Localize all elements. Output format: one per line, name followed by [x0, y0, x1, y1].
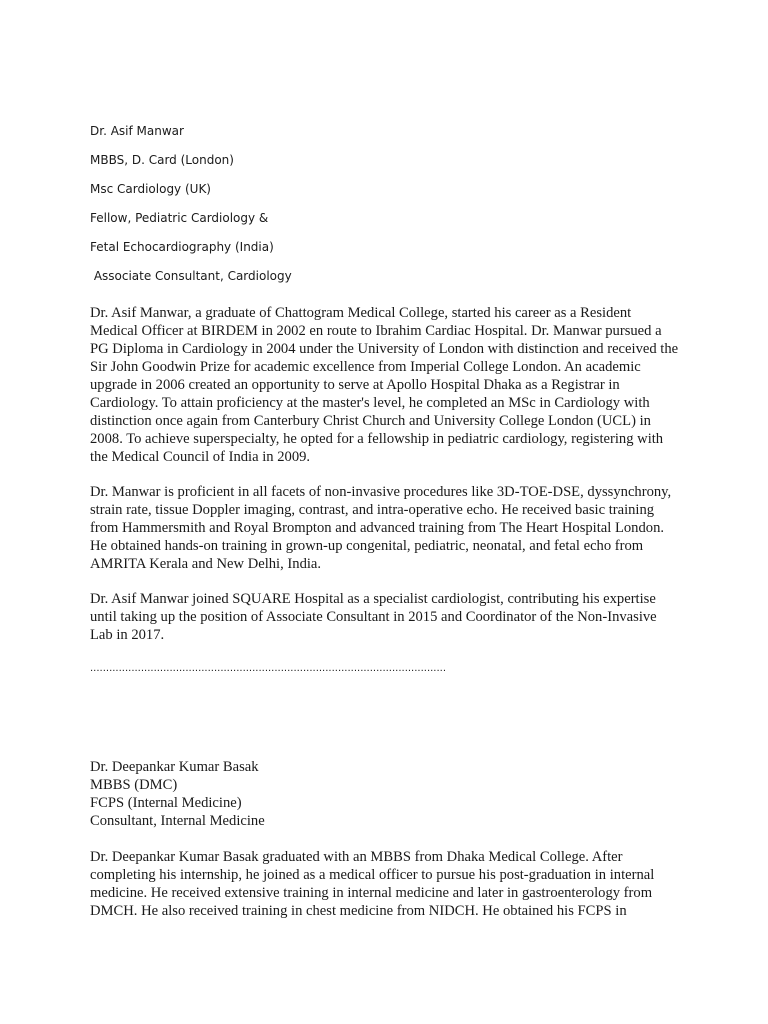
doctor2-section — [90, 758, 680, 937]
doctor1-credentials — [90, 122, 690, 296]
doctor1-name: Dr. Asif Manwar — [90, 124, 184, 138]
doctor1-position: Associate Consultant, Cardiology — [90, 269, 292, 283]
doctor1-fellowship: Fellow, Pediatric Cardiology & — [90, 211, 269, 225]
doctor1-bio-paragraph-1: Dr. Asif Manwar, a graduate of Chattogram Medical College, started his career as a Resident Medical Officer at BIRDEM in 2002 en route to Ibrahim Cardiac Hospital. Dr. Manwar pursued a PG Diploma in Cardiology in 2004 under the University of London with distinction and received the Sir John Goodwin Prize for academic excellence from Imperial College London. An academic upgrade in 2006 created an opportunity to serve at Apollo Hospital Dhaka as a Registrar in Cardiology. To attain proficiency at the master's level, he completed an MSc in Cardiology with distinction once again from Canterbury Christ Church and University College London (UCL) in 2008. To achieve superspecialty, he opted for a fellowship in pediatric cardiology, registering with the Medical Council of India in 2009. — [90, 305, 679, 465]
doctor1-bio-paragraph-3: Dr. Asif Manwar joined SQUARE Hospital as a specialist cardiologist, contributing his expertise until taking up the position of Associate Consultant in 2015 and Coordinator of the Non-Invasive Lab in 2017. — [90, 591, 657, 643]
doctor2-degree: MBBS (DMC) — [90, 777, 178, 793]
doctor1-degree: MBBS, D. Card (London) — [90, 153, 234, 167]
doctor2-fcps: FCPS (Internal Medicine) — [90, 795, 242, 811]
doctor1-biography — [90, 304, 680, 661]
section-separator: ................................................................................................................ — [90, 663, 447, 674]
doctor1-fellowship-cont: Fetal Echocardiography (India) — [90, 240, 274, 254]
doctor1-msc: Msc Cardiology (UK) — [90, 182, 211, 196]
doctor2-bio-paragraph: Dr. Deepankar Kumar Basak graduated with an MBBS from Dhaka Medical College. After completing his internship, he joined as a medical officer to pursue his post-graduation in internal medicine. He received extensive training in internal medicine and later in gastroenterology from DMCH. He also received training in chest medicine from NIDCH. He obtained his FCPS in — [90, 849, 655, 919]
doctor2-name: Dr. Deepankar Kumar Basak — [90, 759, 259, 775]
doctor2-position: Consultant, Internal Medicine — [90, 813, 265, 829]
doctor1-bio-paragraph-2: Dr. Manwar is proficient in all facets of non-invasive procedures like 3D-TOE-DSE, dyssynchrony, strain rate, tissue Doppler imaging, contrast, and intra-operative echo. He received basic training from Hammersmith and Royal Brompton and advanced training from The Heart Hospital London. He obtained hands-on training in grown-up congenital, pediatric, neonatal, and fetal echo from AMRITA Kerala and New Delhi, India. — [90, 484, 672, 572]
